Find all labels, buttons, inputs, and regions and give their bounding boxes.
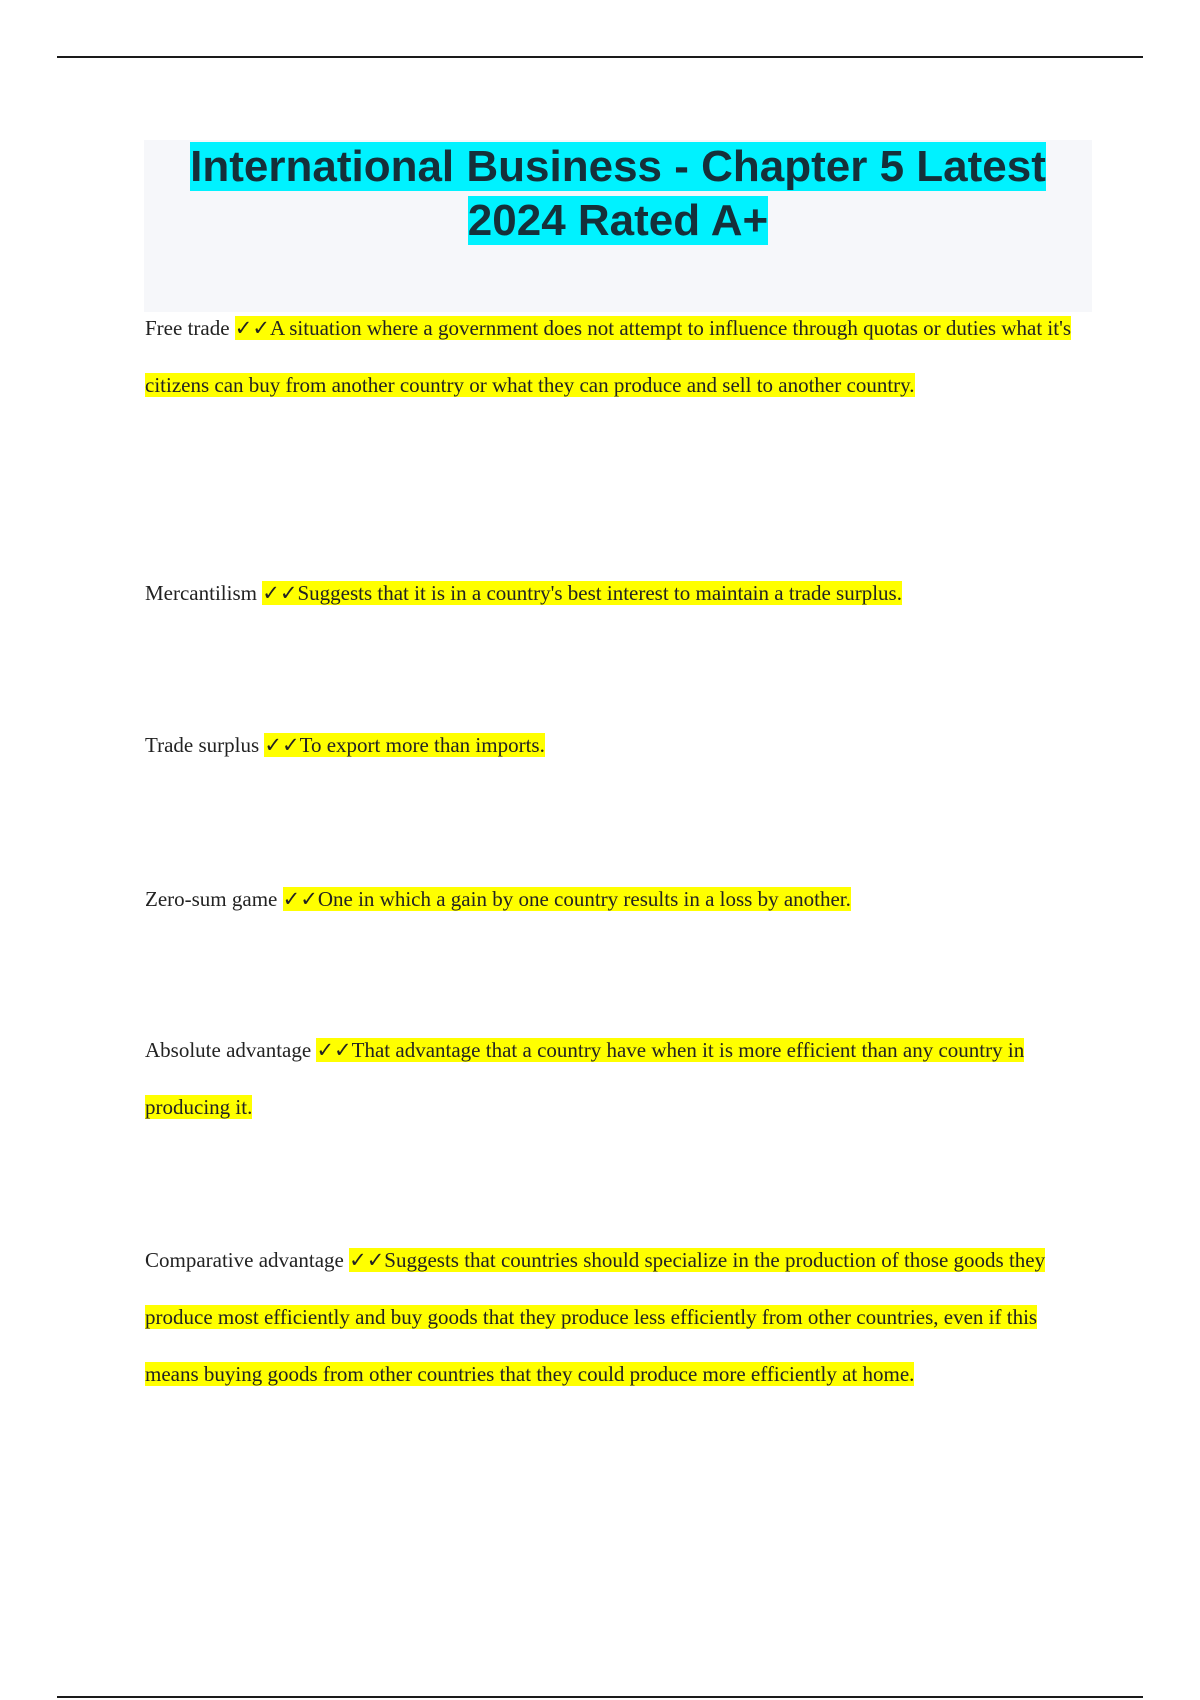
entry-absolute-advantage: [145, 1022, 1095, 1136]
entry-term: Comparative advantage: [145, 1248, 344, 1272]
entry-definition: ✓✓One in which a gain by one country results in a loss by another.: [282, 887, 851, 911]
entry-definition: ✓✓Suggests that it is in a country's best interest to maintain a trade surplus.: [262, 581, 902, 605]
double-check-icon: ✓✓: [234, 316, 270, 340]
top-rule: [57, 56, 1143, 58]
entry-definition: ✓✓That advantage that a country have when it is more efficient than any country in producing it.: [145, 1038, 1025, 1119]
entry-definition: ✓✓A situation where a government does not attempt to influence through quotas or duties what it's citizens can buy from another country or what they can produce and sell to another country.: [145, 316, 1072, 397]
entry-free-trade: [145, 300, 1095, 414]
double-check-icon: ✓✓: [282, 887, 318, 911]
entry-term: Mercantilism: [145, 581, 257, 605]
double-check-icon: ✓✓: [316, 1038, 352, 1062]
title-line-2: 2024 Rated A+: [467, 196, 769, 245]
title-line-1: International Business - Chapter 5 Latest: [190, 142, 1046, 191]
bottom-rule: [57, 1696, 1143, 1698]
entry-definition: ✓✓Suggests that countries should specialize in the production of those goods they produce most efficiently and buy goods that they produce less efficiently from other countries, even if this means buying goods from other countries that they could produce more efficiently at home.: [145, 1248, 1046, 1386]
entry-term: Trade surplus: [145, 733, 260, 757]
double-check-icon: ✓✓: [349, 1248, 385, 1272]
entry-mercantilism: [145, 565, 1095, 622]
entry-comparative-advantage: [145, 1232, 1095, 1403]
double-check-icon: ✓✓: [262, 581, 298, 605]
document-title: [144, 140, 1092, 248]
entry-term: Absolute advantage: [145, 1038, 312, 1062]
entry-trade-surplus: [145, 717, 1095, 774]
entry-term: Zero-sum game: [145, 887, 278, 911]
entry-zero-sum-game: [145, 871, 1095, 928]
entry-term: Free trade: [145, 316, 230, 340]
entry-definition: ✓✓To export more than imports.: [264, 733, 545, 757]
double-check-icon: ✓✓: [264, 733, 300, 757]
title-block: [144, 140, 1092, 312]
